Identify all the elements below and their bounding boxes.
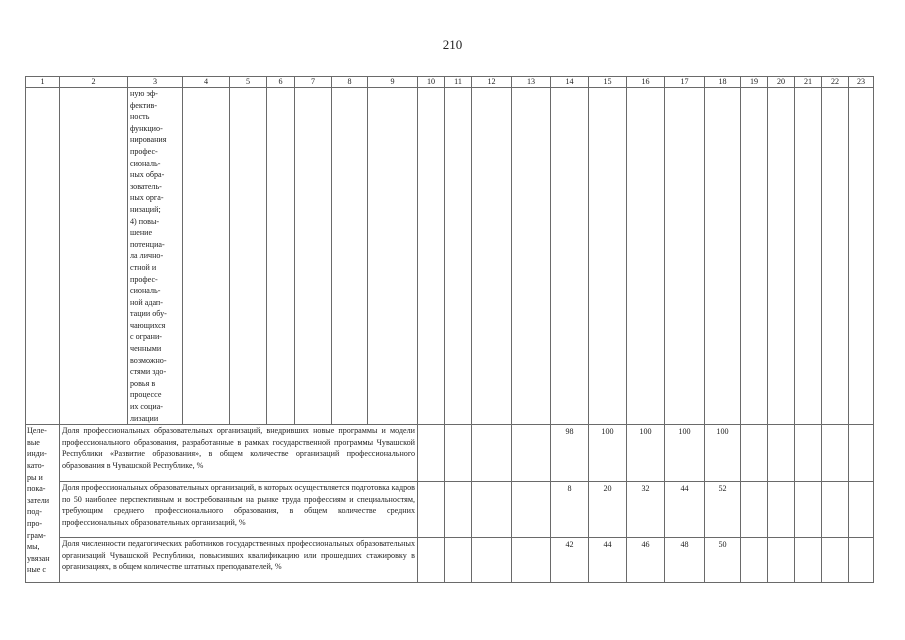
table-cell — [705, 88, 741, 425]
indicator-description: Доля численности педагогических работников государственных профессиональных образовательных организаций Чувашской Республики, повысивших квалификацию или прошедших стажировку в организациях, в общем количестве штатных преподавателей, % — [60, 538, 418, 583]
indicator-value: 44 — [665, 482, 705, 538]
table-cell — [418, 425, 445, 482]
text-line: пока- — [27, 484, 46, 494]
table-cell — [512, 425, 551, 482]
table-cell — [368, 88, 418, 425]
text-line: ных орга- — [130, 193, 164, 203]
table-cell — [418, 88, 445, 425]
indicator-value: 52 — [705, 482, 741, 538]
indicator-value: 42 — [551, 538, 589, 583]
table-cell — [768, 88, 795, 425]
table-cell — [183, 88, 230, 425]
column-number: 7 — [295, 77, 332, 88]
text-line: лизации — [130, 413, 159, 423]
text-line: Целе- — [27, 426, 47, 436]
table-cell — [60, 88, 128, 425]
table-cell — [512, 88, 551, 425]
column-number: 5 — [230, 77, 267, 88]
table-cell — [589, 88, 627, 425]
text-line: ла лично- — [130, 251, 164, 261]
text-line: затели — [27, 495, 50, 505]
text-line: их социа- — [130, 402, 163, 412]
program-table — [25, 76, 874, 583]
indicator-value: 20 — [589, 482, 627, 538]
table-cell — [472, 538, 512, 583]
table-cell — [741, 538, 768, 583]
table-cell — [332, 88, 368, 425]
column-number: 6 — [267, 77, 295, 88]
text-line: тации обу- — [130, 309, 167, 319]
column-number: 22 — [822, 77, 849, 88]
table-cell — [627, 88, 665, 425]
table-cell — [445, 88, 472, 425]
text-line: 4) повы- — [130, 216, 160, 226]
table-cell — [445, 425, 472, 482]
table-cell — [795, 88, 822, 425]
text-line: ровья в — [130, 378, 156, 388]
indicator-description: Доля профессиональных образовательных организаций, внедривших новые программы и модели профессионального образования, разработанные в рамках государственной программы Чувашской Республики «Развитие образования», в общем количестве организаций профессионального образования в Чувашской Республике, % — [60, 425, 418, 482]
table-cell — [230, 88, 267, 425]
column-number: 13 — [512, 77, 551, 88]
table-cell — [741, 425, 768, 482]
indicator-row — [26, 482, 874, 538]
text-line: ность — [130, 112, 150, 122]
table-cell — [822, 482, 849, 538]
text-line: ченными — [130, 344, 162, 354]
indicator-row — [26, 425, 874, 482]
indicator-value: 46 — [627, 538, 665, 583]
text-line: като- — [27, 461, 45, 470]
table-cell — [26, 88, 60, 425]
table-cell — [849, 538, 874, 583]
table-cell — [472, 425, 512, 482]
column-number: 11 — [445, 77, 472, 88]
column-number: 8 — [332, 77, 368, 88]
indicator-value: 50 — [705, 538, 741, 583]
side-label-cell — [26, 425, 60, 583]
page-number: 210 — [442, 37, 463, 52]
text-line: функцио- — [130, 123, 163, 133]
table-cell — [768, 482, 795, 538]
text-line: профес- — [130, 146, 158, 156]
table-cell — [445, 482, 472, 538]
text-line: стной и — [130, 262, 157, 272]
indicator-value: 100 — [627, 425, 665, 482]
table-cell — [551, 88, 589, 425]
text-line: низаций; — [130, 204, 161, 214]
indicator-value: 100 — [705, 425, 741, 482]
column-number: 14 — [551, 77, 589, 88]
column-number: 16 — [627, 77, 665, 88]
text-line: ных обра- — [130, 170, 165, 180]
indicator-description: Доля профессиональных образовательных организаций, в которых осуществляется подготовка кадров по 50 наиболее перспективным и востребованным на рынке труда профессиям и специальностям, требующим среднего профессионального образования, в общем количестве средних профессиональных образовательных организаций, % — [60, 482, 418, 538]
table-cell — [741, 88, 768, 425]
table-cell — [822, 88, 849, 425]
table-cell — [795, 425, 822, 482]
table-cell — [768, 538, 795, 583]
text-line: фектив- — [130, 100, 158, 110]
text-line: с ограни- — [130, 332, 162, 342]
indicator-value: 48 — [665, 538, 705, 583]
table-cell — [472, 88, 512, 425]
text-line: вые — [27, 437, 40, 447]
text-line: шение — [130, 228, 153, 238]
table-cell — [295, 88, 332, 425]
text-line: нирования — [130, 135, 167, 145]
column-number: 4 — [183, 77, 230, 88]
table-cell — [795, 538, 822, 583]
text-line: ную эф- — [130, 89, 158, 98]
text-line: ные с — [27, 565, 46, 575]
indicator-row — [26, 538, 874, 583]
text-line: ной адап- — [130, 297, 163, 307]
text-line: профес- — [130, 274, 158, 284]
text-line: грам- — [27, 530, 46, 540]
table-cell — [472, 482, 512, 538]
column-number: 15 — [589, 77, 627, 88]
indicator-value: 98 — [551, 425, 589, 482]
text-line: инди- — [27, 449, 47, 459]
text-line: потенциа- — [130, 239, 165, 249]
column-number: 12 — [472, 77, 512, 88]
table-cell — [849, 425, 874, 482]
col3-continuation-cell — [128, 88, 183, 425]
indicator-value: 100 — [589, 425, 627, 482]
column-number: 23 — [849, 77, 874, 88]
text-line: зователь- — [130, 181, 162, 191]
column-number: 18 — [705, 77, 741, 88]
indicator-value: 44 — [589, 538, 627, 583]
text-line: процессе — [130, 390, 162, 400]
table-cell — [741, 482, 768, 538]
text-line: сиональ- — [130, 286, 161, 296]
column-number: 20 — [768, 77, 795, 88]
table-row — [26, 88, 874, 425]
column-number: 10 — [418, 77, 445, 88]
table-cell — [822, 538, 849, 583]
indicator-value: 100 — [665, 425, 705, 482]
indicator-value: 32 — [627, 482, 665, 538]
column-number-row — [26, 77, 874, 88]
text-line: сиональ- — [130, 158, 161, 168]
text-line: чающихся — [130, 320, 166, 330]
text-line: стями здо- — [130, 367, 167, 377]
table-cell — [445, 538, 472, 583]
column-number: 2 — [60, 77, 128, 88]
column-number: 3 — [128, 77, 183, 88]
table-cell — [849, 88, 874, 425]
column-number: 21 — [795, 77, 822, 88]
table-cell — [795, 482, 822, 538]
table-cell — [849, 482, 874, 538]
text-line: про- — [27, 518, 43, 528]
table-cell — [267, 88, 295, 425]
text-line: ры и — [27, 472, 43, 482]
table-cell — [822, 425, 849, 482]
table-cell — [665, 88, 705, 425]
column-number: 1 — [26, 77, 60, 88]
indicator-value: 8 — [551, 482, 589, 538]
column-number: 9 — [368, 77, 418, 88]
table-cell — [418, 538, 445, 583]
text-line: возможно- — [130, 355, 167, 365]
column-number: 19 — [741, 77, 768, 88]
table-cell — [768, 425, 795, 482]
text-line: под- — [27, 507, 42, 517]
table-cell — [512, 482, 551, 538]
table-cell — [512, 538, 551, 583]
text-line: мы, — [27, 542, 40, 552]
column-number: 17 — [665, 77, 705, 88]
table-cell — [418, 482, 445, 538]
text-line: увязан — [27, 553, 50, 563]
